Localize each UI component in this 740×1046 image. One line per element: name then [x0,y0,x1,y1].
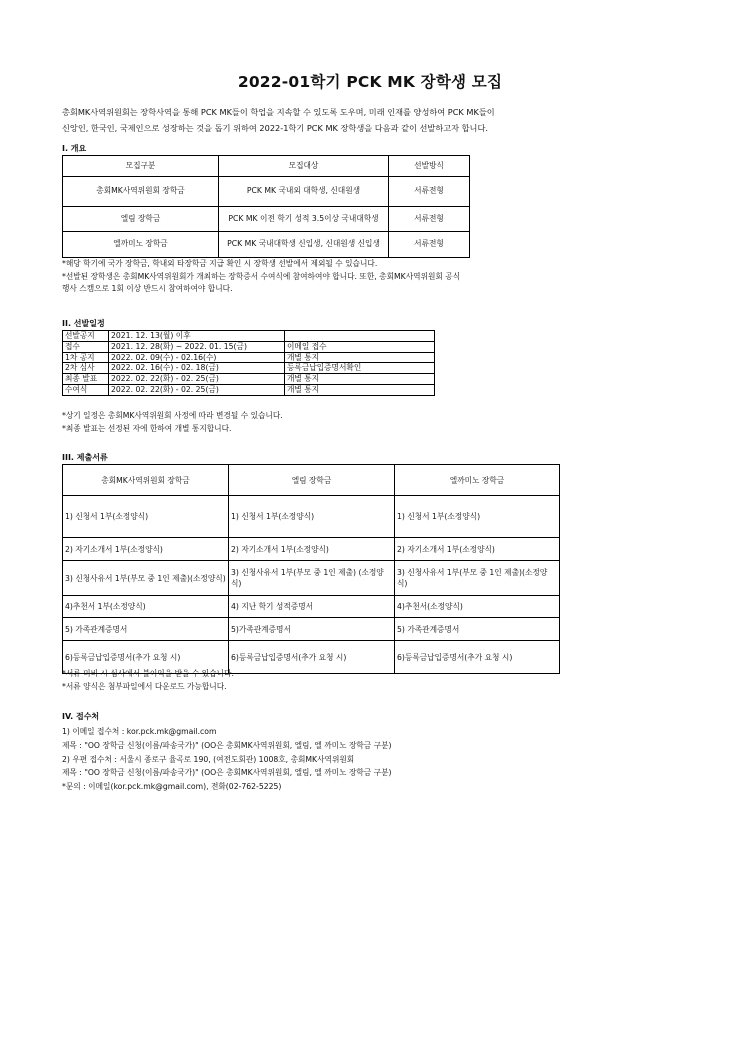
table-cell: 엘까미노 장학금 [63,232,219,258]
table-row [63,384,435,395]
table-header-row [63,465,560,496]
note-line: *선발된 장학생은 총회MK사역위원회가 개최하는 장학증서 수여식에 참여하여야 합니다. 또한, 총회MK사역위원회 공식 [62,271,461,281]
table-cell [285,331,435,342]
table-cell: 최종 발표 [63,374,109,385]
documents-table [62,464,560,674]
table-cell: 4) 지난 학기 성적증명서 [229,596,395,618]
table-cell: 5)가족관계증명서 [229,618,395,641]
table-cell: 서류전형 [389,207,470,232]
table-cell: 2) 자기소개서 1부(소정양식) [63,538,229,561]
table-cell: 2022. 02. 16(수) - 02. 18(금) [109,363,285,374]
section-heading-documents: III. 제출서류 [62,453,108,462]
column-header: 모집구분 [63,156,219,177]
table-cell: 1) 신청서 1부(소정양식) [229,496,395,538]
section-heading-overview: I. 개요 [62,144,87,153]
table-cell: 서류전형 [389,177,470,207]
table-cell: 개별 통지 [285,352,435,363]
overview-table [62,155,470,258]
table-header-row [63,156,470,177]
table-cell: 1) 신청서 1부(소정양식) [395,496,560,538]
table-row [63,363,435,374]
table-row [63,341,435,352]
table-cell: 2022. 02. 22(화) - 02. 25(금) [109,384,285,395]
table-row [63,596,560,618]
table-row [63,232,470,258]
table-cell: 서류전형 [389,232,470,258]
column-header: 엘까미노 장학금 [395,465,560,496]
table-cell: 3) 신청사유서 1부(부모 중 1인 제출)(소정양식) [395,561,560,596]
contact-email-line: 1) 이메일 접수처 : kor.pck.mk@gmail.com [62,727,217,736]
table-cell: 2차 심사 [63,363,109,374]
table-row [63,618,560,641]
contact-subject-line: 제목 : "OO 장학금 신청(이름/파송국가)" (OO은 총회MK사역위원회, 엘림, 엘 까미노 장학금 구분) [62,740,392,750]
table-row [63,177,470,207]
table-cell: 1) 신청서 1부(소정양식) [63,496,229,538]
table-cell: 5) 가족관계증명서 [63,618,229,641]
section-heading-contact: IV. 접수처 [62,712,100,721]
note-line: *상기 일정은 총회MK사역위원회 사정에 따라 변경될 수 있습니다. [62,411,283,420]
table-cell: 개별 통지 [285,374,435,385]
section-heading-schedule: II. 선발일정 [62,319,105,328]
column-header: 선발방식 [389,156,470,177]
table-row [63,374,435,385]
table-cell: 접수 [63,341,109,352]
contact-info [62,725,682,794]
contact-mail-line: 2) 우편 접수처 : 서울시 종로구 율곡로 190, (여전도회관) 1008호, 총회MK사역위원회 [62,754,355,764]
table-cell: 2) 자기소개서 1부(소정양식) [229,538,395,561]
table-cell: 선발공지 [63,331,109,342]
table-row [63,496,560,538]
table-cell: 개별 통지 [285,384,435,395]
documents-notes [62,668,682,693]
table-cell: 총회MK사역위원회 장학금 [63,177,219,207]
note-line: *해당 학기에 국가 장학금, 학내외 타장학금 지급 확인 시 장학생 선발에서 제외될 수 있습니다. [62,259,378,268]
table-cell: 6)등록금납입증명서(추가 요청 시) [63,641,229,674]
table-row [63,352,435,363]
table-cell: 6)등록금납입증명서(추가 요청 시) [395,641,560,674]
table-cell: 등록금납입증명서확인 [285,363,435,374]
table-cell: 3) 신청사유서 1부(부모 중 1인 제출) (소정양식) [229,561,395,596]
note-line: *서류 미비 시 심사에서 불이익을 받을 수 있습니다. [62,669,234,678]
table-cell: 엘림 장학금 [63,207,219,232]
table-cell: 이메일 접수 [285,341,435,352]
table-row [63,538,560,561]
page-title: 2022-01학기 PCK MK 장학생 모집 [237,73,503,91]
contact-inquiry-line: *문의 : 이메일(kor.pck.mk@gmail.com), 전화(02-762-5225) [62,782,282,792]
table-cell: 5) 가족관계증명서 [395,618,560,641]
table-cell: 2) 자기소개서 1부(소정양식) [395,538,560,561]
intro-paragraph [62,104,622,136]
table-cell: 2022. 02. 09(수) - 02.16(수) [109,352,285,363]
column-header: 모집대상 [219,156,389,177]
table-cell: 4)추천서 1부(소정양식) [63,596,229,618]
table-cell: 2022. 02. 22(화) - 02. 25(금) [109,374,285,385]
note-line: 행사 스캠으로 1회 이상 반드시 참여하여야 합니다. [62,284,233,293]
note-line: *서류 양식은 첨부파일에서 다운로드 가능합니다. [62,681,227,691]
table-cell: 수여식 [63,384,109,395]
column-header: 엘림 장학금 [229,465,395,496]
table-cell: 2021. 12. 28(화) ~ 2022. 01. 15(금) [109,341,285,352]
note-line: *최종 발표는 선정된 자에 한하여 개별 통지합니다. [62,423,232,433]
table-cell: PCK MK 국내대학생 신입생, 신대원생 신입생 [219,232,389,258]
table-cell: 6)등록금납입증명서(추가 요청 시) [229,641,395,674]
table-row [63,207,470,232]
intro-line: 총회MK사역위원회는 장학사역을 통해 PCK MK들이 학업을 지속할 수 있도록 도우며, 미래 인재를 양성하여 PCK MK들이 [62,107,495,117]
table-cell: PCK MK 이전 학기 성적 3.5이상 국내대학생 [219,207,389,232]
table-cell: 1차 공지 [63,352,109,363]
table-cell: PCK MK 국내외 대학생, 신대원생 [219,177,389,207]
schedule-table [62,330,435,396]
table-cell: 2021. 12. 13(월) 이후 [109,331,285,342]
table-row [63,331,435,342]
column-header: 총회MK사역위원회 장학금 [63,465,229,496]
overview-notes [62,258,682,296]
table-cell: 3) 신청사유서 1부(부모 중 1인 제출)(소정양식) [63,561,229,596]
table-row [63,561,560,596]
intro-line: 신앙인, 한국인, 국제인으로 성장하는 것을 돕기 위하여 2022-1학기 PCK MK 장학생을 다음과 같이 선발하고자 합니다. [62,123,488,133]
table-cell: 4)추천서(소정양식) [395,596,560,618]
schedule-notes [62,410,682,435]
contact-subject-line: 제목 : "OO 장학금 신청(이름/파송국가)" (OO은 총회MK사역위원회, 엘림, 엘 까미노 장학금 구분) [62,768,392,778]
